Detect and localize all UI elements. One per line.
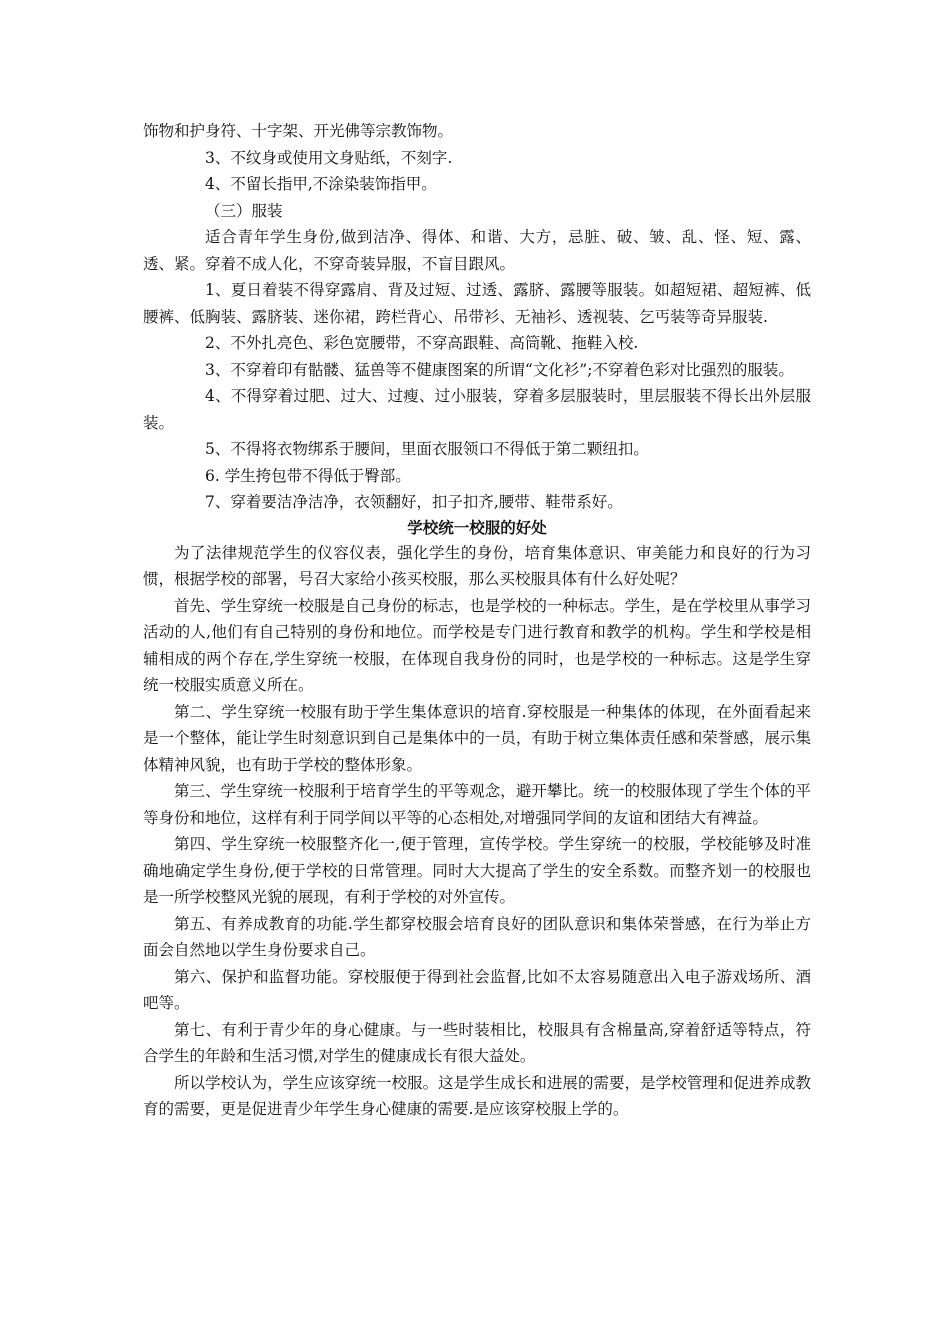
list-item: 2、不外扎亮色、彩色宽腰带，不穿高跟鞋、高筒靴、拖鞋入校. [205, 334, 639, 352]
paragraph: 第二、学生穿统一校服有助于学生集体意识的培育.穿校服是一种集体的体现，在外面看起来是一个整体，能让学生时刻意识到自己是集体中的一员，有助于树立集体责任感和荣誉感，展示集体精神风貌，也有助于学校的整体形象。 [143, 702, 811, 774]
paragraph: 适合青年学生身份,做到洁净、得体、和谐、大方，忌脏、破、皱、乱、怪、短、露、透、紧。穿着不成人化，不穿奇装异服，不盲目跟风。 [143, 228, 811, 273]
paragraph: 3、不纹身或使用文身贴纸，不刻字. [205, 148, 453, 167]
paragraph: 第三、学生穿统一校服利于培育学生的平等观念，避开攀比。统一的校服体现了学生个体的平等身份和地位，这样有利于同学间以平等的心态相处,对增强同学间的友谊和团结大有裨益。 [143, 782, 811, 827]
paragraph: 为了法律规范学生的仪容仪表，强化学生的身份，培育集体意识、审美能力和良好的行为习惯，根据学校的部署，号召大家给小孩买校服，那么买校服具体有什么好处呢？ [143, 543, 811, 588]
list-item: 7、穿着要洁净洁净，衣领翻好，扣子扣齐,腰带、鞋带系好。 [205, 493, 623, 511]
paragraph: 首先、学生穿统一校服是自己身份的标志，也是学校的一种标志。学生，是在学校里从事学习活动的人,他们有自己特别的身份和地位。而学校是专门进行教育和教学的机构。学生和学校是相辅相成的两个存在,学生穿统一校服，在体现自我身份的同时，也是学校的一种标志。这是学生穿统一校服实质意义所在。 [143, 596, 811, 694]
paragraph: 第四、学生穿统一校服整齐化一,便于管理，宣传学校。学生穿统一的校服，学校能够及时准确地确定学生身份,便于学校的日常管理。同时大大提高了学生的安全系数。而整齐划一的校服也是一所学校整风光貌的展现，有利于学校的对外宣传。 [143, 835, 811, 906]
list-item: 4、不得穿着过肥、过大、过瘦、过小服装，穿着多层服装时，里层服装不得长出外层服装。 [143, 387, 811, 432]
dress-code-section [143, 118, 811, 516]
list-item: 6. 学生挎包带不得低于臀部。 [205, 466, 411, 485]
document-page [143, 118, 811, 1123]
paragraph: 第七、有利于青少年的身心健康。与一些时装相比，校服具有含棉量高,穿着舒适等特点，符合学生的年龄和生活习惯,对学生的健康成长有很大益处。 [143, 1020, 811, 1065]
paragraph: 4、不留长指甲,不涂染装饰指甲。 [205, 175, 437, 193]
list-item: 3、不穿着印有骷髅、猛兽等不健康图案的所谓“文化衫”;不穿着色彩对比强烈的服装。 [205, 360, 794, 379]
paragraph: 第六、保护和监督功能。穿校服便于得到社会监督,比如不太容易随意出入电子游戏场所、酒吧等。 [143, 967, 811, 1012]
paragraph: 饰物和护身符、十字架、开光佛等宗教饰物。 [143, 122, 454, 140]
paragraph: 第五、有养成教育的功能.学生都穿校服会培育良好的团队意识和集体荣誉感，在行为举止方面会自然地以学生身份要求自己。 [143, 914, 811, 959]
article-title: 学校统一校服的好处 [407, 517, 547, 537]
list-item: 5、不得将衣物绑系于腰间，里面衣服领口不得低于第二颗纽扣。 [205, 440, 649, 458]
uniform-article [143, 516, 811, 1123]
paragraph: 所以学校认为，学生应该穿统一校服。这是学生成长和进展的需要，是学校管理和促进养成教育的需要，更是促进青少年学生身心健康的需要.是应该穿校服上学的。 [143, 1073, 811, 1118]
list-item: 1、夏日着装不得穿露肩、背及过短、过透、露脐、露腰等服装。如超短裙、超短裤、低腰裤、低胸装、露脐装、迷你裙，跨栏背心、吊带衫、无袖衫、透视装、乞丐装等奇异服装. [143, 281, 811, 326]
section-heading: （三）服装 [205, 201, 283, 220]
